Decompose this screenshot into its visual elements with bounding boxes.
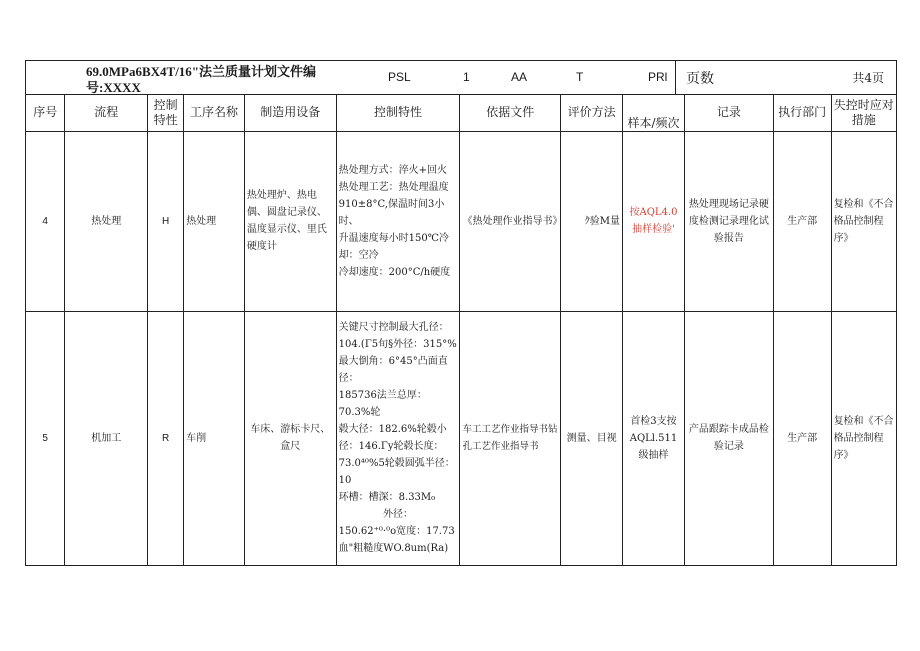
row-process: 热处理 [65,131,148,311]
row-process: 机加工 [65,311,148,565]
row-control-char: R [148,311,184,565]
col-header-control-char: 控制特性 [148,95,184,131]
row-sample: 按AQL4.0抽样检验' [623,131,685,311]
characteristic-line: 升温速度每小时150℃冷 [338,232,449,244]
characteristic-line: 关键尺寸控制最大孔径： [338,322,449,334]
characteristic-line: 外径： [383,509,414,521]
row-basis: 《热处理作业指导书》 [460,131,561,311]
quality-plan-table [25,60,897,566]
row-op-name: 车削 [184,311,245,565]
row-dept: 生产部 [773,131,831,311]
row-sample: 首检3支按AQLl.511级抽样 [623,311,685,565]
col-header-evaluation: 评价方法 [561,95,623,131]
row-record: 热处理现场记录硬度检测记录理化试验报告 [684,131,773,311]
row-no: 5 [26,311,65,565]
characteristic-line: 血"粗糙度WO.8um(Ra) [338,543,449,555]
characteristic-line: 热处理方式：淬火+回火 [338,164,448,176]
row-characteristics [336,131,460,311]
row-op-name: 热处理 [184,131,245,311]
characteristic-line: 104.(Γ5旬§外径：315°% [338,339,457,351]
column-header-row [26,95,896,131]
row-equipment: 热处理炉、热电偶、圆盘记录仪、温度显示仪、里氏硬度计 [244,131,336,311]
col-header-op-name: 工序名称 [184,95,245,131]
col-header-dept: 执行部门 [773,95,831,131]
characteristic-line: 185736法兰总厚：70.3%轮 [338,390,427,419]
row-response: 复检和《不合格品控制程序》 [831,131,896,311]
row-control-char: H [148,131,184,311]
pr-label: PRl [648,70,668,84]
psl-label: PSL [388,70,411,84]
characteristic-line: 150.62⁺⁰·⁰o宽度：17.73 [338,526,455,538]
row-dept: 生产部 [773,311,831,565]
row-no: 4 [26,131,65,311]
characteristic-line: 毂大径：182.6%轮毂小 [338,424,447,436]
characteristic-line: 径：146.Γy轮毂长度： [338,441,444,453]
page-count-label: 页数 [686,70,714,86]
col-header-process: 流程 [65,95,148,131]
col-header-no: 序号 [26,95,65,131]
plan-grid [26,95,896,565]
row-record: 产品跟踪卡成品检验记录 [684,311,773,565]
t-label: T [576,70,584,84]
row-response: 复检和《不合格品控制程序》 [831,311,896,565]
col-header-equipment: 制造用设备 [244,95,336,131]
characteristic-line: 最大倒角：6°45°凸面直径： [338,356,448,385]
col-header-basis: 依据文件 [460,95,561,131]
psl-value: 1 [463,70,470,84]
table-row [26,311,896,565]
col-header-response: 失控时应对措施 [831,95,896,131]
characteristic-line: 环槽：槽深：8.33M₀ [338,492,436,504]
characteristic-line: 却：空冷 [338,249,379,261]
col-header-sample: 样本/频次 [623,95,685,131]
characteristic-line: 910±8°C,保温时间3小时、 [338,198,445,227]
characteristic-line: 冷却速度：200°C/h硬度 [338,266,451,278]
header-divider [675,61,676,95]
aa-label: AA [511,70,528,84]
page-total: 共4页 [852,71,884,85]
row-evaluation: ｸ验M量 [561,131,623,311]
document-title: 69.0MPa6BX4T/16"法兰质量计划文件编号:XXXX [86,64,317,95]
document-header [26,61,896,95]
col-header-record: 记录 [684,95,773,131]
row-basis: 车工工艺作业指导书钻孔工艺作业指导书 [460,311,561,565]
row-equipment: 车床、游标卡尺、盒尺 [244,311,336,565]
characteristic-line: 73.0⁴⁰%5轮毂圆弧半径：10 [338,458,455,487]
col-header-characteristics: 控制特性 [336,95,460,131]
row-characteristics [336,311,460,565]
table-row [26,131,896,311]
characteristic-line: 热处理工艺：热处理温度 [338,181,449,193]
row-evaluation: 测量、目视 [561,311,623,565]
